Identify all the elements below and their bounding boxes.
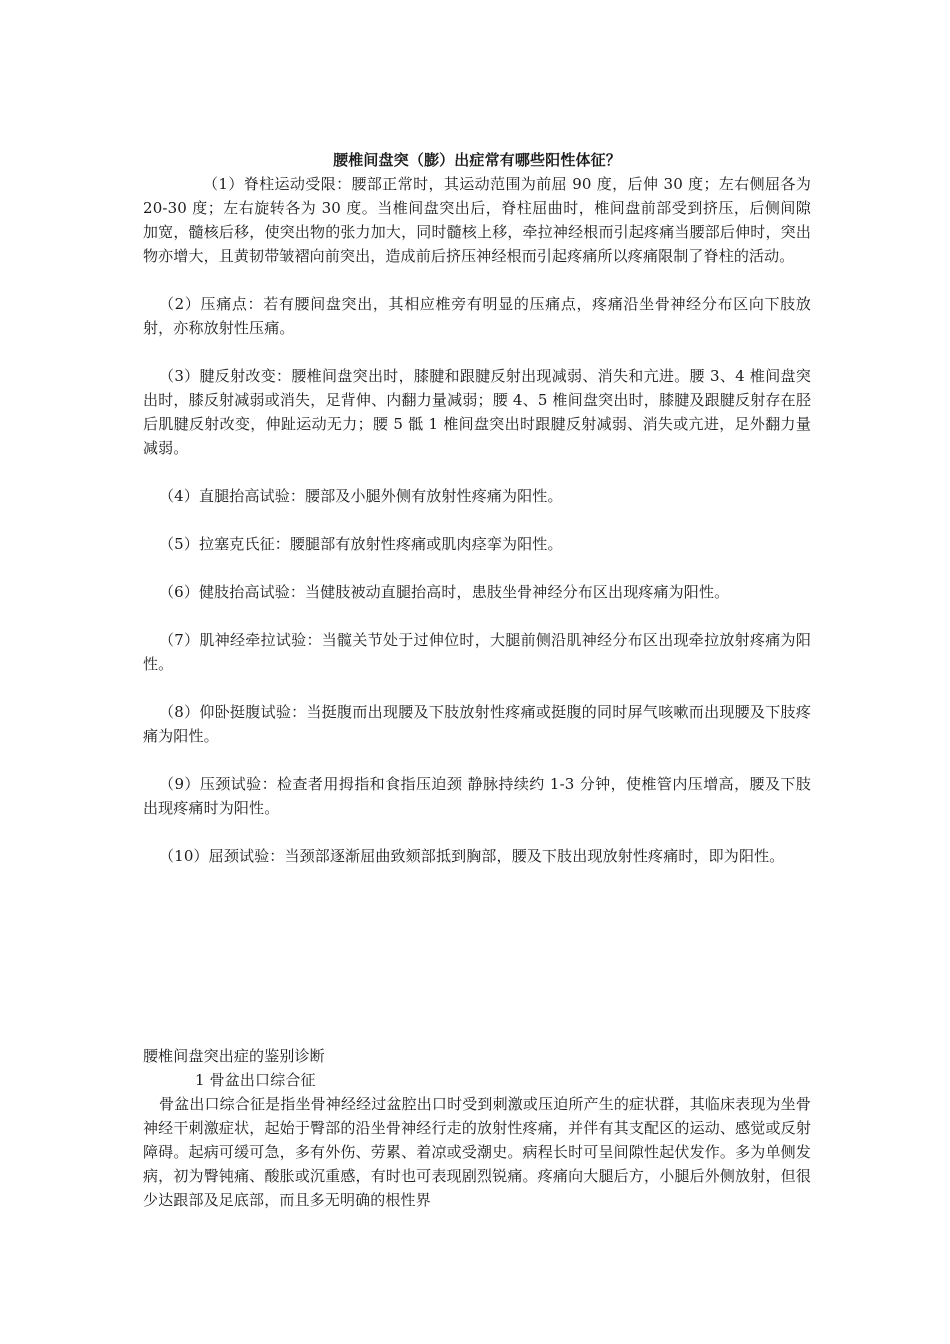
section-differential-diagnosis [143,1044,811,1212]
paragraph-9: （9）压颈试验：检查者用拇指和食指压迫颈 静脉持续约 1-3 分钟，使椎管内压增高，腰及下肢出现疼痛时为阳性。 [143,775,811,817]
document-body [143,148,811,868]
paragraph-3: （3）腱反射改变：腰椎间盘突出时，膝腱和跟腱反射出现减弱、消失和亢进。腰 3、4 椎间盘突出时，膝反射减弱或消失，足背伸、内翻力量减弱；腰 4、5 椎间盘突出时，膝腱及跟腱反射存在胫后肌腱反射改变，伸趾运动无力；腰 5 骶 1 椎间盘突出时跟腱反射减弱、消失或亢进，足外翻力量减弱。 [143,367,811,457]
section-heading: 腰椎间盘突出症的鉴别诊断 [143,1047,325,1065]
paragraph-6: （6）健肢抬高试验：当健肢被动直腿抬高时，患肢坐骨神经分布区出现疼痛为阳性。 [159,583,730,601]
page-title: 腰椎间盘突（膨）出症常有哪些阳性体征？ [333,151,621,169]
paragraph-10: （10）屈颈试验：当颈部逐渐屈曲致颏部抵到胸部，腰及下肢出现放射性疼痛时，即为阳性。 [159,847,785,865]
paragraph-5: （5）拉塞克氏征：腰腿部有放射性疼痛或肌肉痉挛为阳性。 [159,535,563,553]
paragraph-8: （8）仰卧挺腹试验：当挺腹而出现腰及下肢放射性疼痛或挺腹的同时屏气咳嗽而出现腰及下肢疼痛为阳性。 [143,703,811,745]
paragraph-7: （7）肌神经牵拉试验：当髋关节处于过伸位时，大腿前侧沿肌神经分布区出现牵拉放射疼痛为阳性。 [143,631,811,673]
section-body: 骨盆出口综合征是指坐骨神经经过盆腔出口时受到刺激或压迫所产生的症状群，其临床表现为坐骨神经干刺激症状，起始于臀部的沿坐骨神经行走的放射性疼痛，并伴有其支配区的运动、感觉或反射障碍。起病可缓可急，多有外伤、劳累、着凉或受潮史。病程长时可呈间隙性起伏发作。多为单侧发病，初为臀钝痛、酸胀或沉重感，有时也可表现剧烈锐痛。疼痛向大腿后方，小腿后外侧放射，但很少达跟部及足底部，而且多无明确的根性界 [143,1095,811,1209]
paragraph-2: （2）压痛点：若有腰间盘突出，其相应椎旁有明显的压痛点，疼痛沿坐骨神经分布区向下肢放射，亦称放射性压痛。 [143,295,811,337]
section-subheading: 1 骨盆出口综合征 [195,1071,316,1089]
paragraph-4: （4）直腿抬高试验：腰部及小腿外侧有放射性疼痛为阳性。 [159,487,563,505]
paragraph-1: （1）脊柱运动受限：腰部正常时，其运动范围为前屈 90 度，后伸 30 度；左右侧屈各为 20-30 度；左右旋转各为 30 度。当椎间盘突出后，脊柱屈曲时，椎间盘前部受到挤压，后侧间隙加宽，髓核后移，使突出物的张力加大，同时髓核上移，牵拉神经根而引起疼痛当腰部后伸时，突出物亦增大，且黄韧带皱褶向前突出，造成前后挤压神经根而引起疼痛所以疼痛限制了脊柱的活动。 [143,175,811,265]
